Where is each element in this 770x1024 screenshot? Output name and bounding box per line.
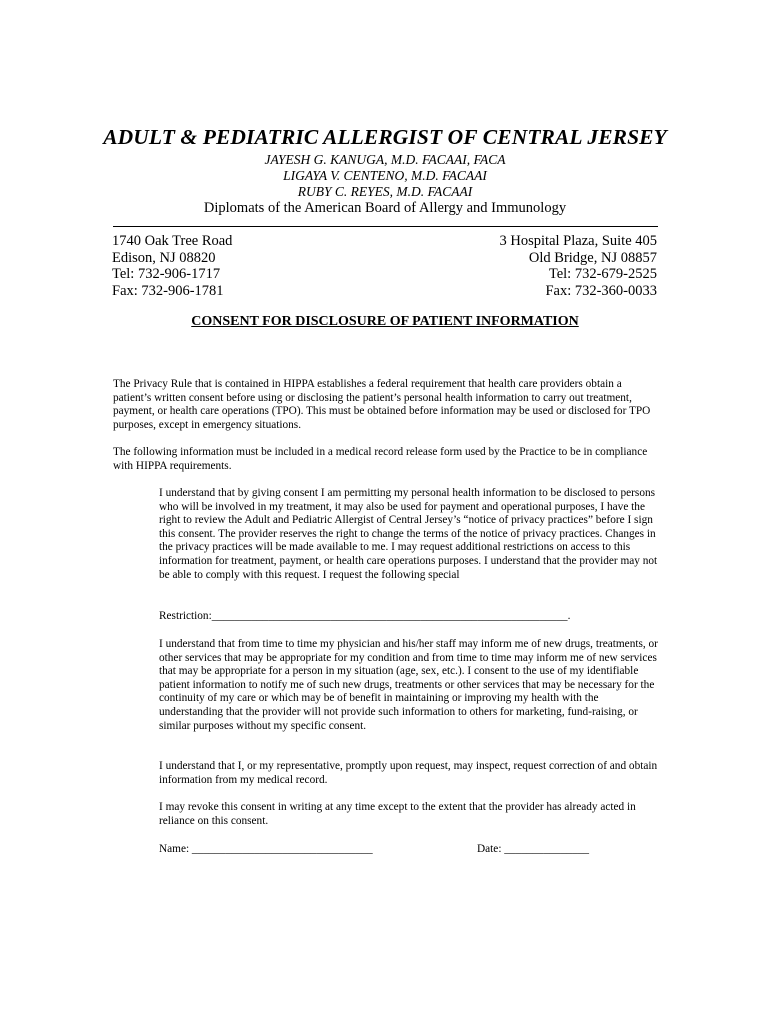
address-city: Edison, NJ 08820 — [112, 249, 216, 266]
address-street: 3 Hospital Plaza, Suite 405 — [499, 233, 657, 249]
consent-paragraph-inspection: I understand that I, or my representative, promptly upon request, may inspect, request correction of and obtain information from my medical record. — [159, 760, 658, 786]
requirement-paragraph: The following information must be included in a medical record release form used by the Practice to be in compliance with HIPPA requirements. — [113, 446, 648, 472]
doctor-name-1: JAYESH G. KANUGA, M.D. FACAAI, FACA — [264, 152, 506, 167]
consent-paragraph-notification: I understand that from time to time my physician and his/her staff may inform me of new drugs, treatments, or other services that may be appropriate for my condition and from time to time may inform me of new services that may be appropriate for a person in my situation (age, sex, etc.). I consent to the use of my identifiable patient information to notify me of such new drugs, treatments or other services that may be necessary for the continuity of my care or which may be of benefit in maintaining or improving my health with the understanding that the provider will not provide such information to others for marketing, fund-raising, or similar purposes without my specific consent. — [159, 638, 658, 732]
board-certification: Diplomats of the American Board of Allergy and Immunology — [203, 200, 567, 216]
address-street: 1740 Oak Tree Road — [112, 233, 233, 249]
address-tel: Tel: 732-906-1717 — [112, 266, 221, 282]
practice-name: ADULT & PEDIATRIC ALLERGIST OF CENTRAL JERSEY — [103, 125, 667, 149]
office-address-edison — [112, 233, 232, 299]
name-field[interactable]: Name: ________________________________ — [159, 843, 373, 855]
doctor-name-2: LIGAYA V. CENTENO, M.D. FACAAI — [283, 168, 487, 183]
consent-paragraph-revocation: I may revoke this consent in writing at any time except to the extent that the provider has already acted in reliance on this consent. — [159, 801, 636, 827]
address-fax: Fax: 732-360-0033 — [545, 282, 657, 299]
restriction-field[interactable]: Restriction:_______________________________________________________________. — [159, 610, 571, 622]
doctor-name-3: RUBY C. REYES, M.D. FACAAI — [297, 184, 473, 199]
form-title: CONSENT FOR DISCLOSURE OF PATIENT INFORMATION — [191, 314, 579, 329]
consent-paragraph-disclosure: I understand that by giving consent I am permitting my personal health information to be disclosed to persons who will be involved in my treatment, it may also be used for payment and operational purposes, I have the right to review the Adult and Pediatric Allergist of Central Jersey’s “notice of privacy practices” before I sign this consent. The provider reserves the right to change the terms of the notice of privacy practices. Changes in the privacy practices will be made available to me. I may request additional restrictions on access to this information for treatment, payment, or health care operations purposes. I understand that the provider may not be able to comply with this request. I request the following special — [159, 487, 658, 581]
date-field[interactable]: Date: _______________ — [477, 843, 590, 855]
intro-paragraph: The Privacy Rule that is contained in HIPPA establishes a federal requirement that health care providers obtain a patient’s written consent before using or disclosing the patient’s personal health information to carry out treatment, payment, or health care operations (TPO). This must be obtained before information may be used or disclosed for TPO purposes, except in emergency situations. — [113, 378, 651, 431]
header-divider — [113, 226, 658, 227]
office-address-old-bridge — [500, 233, 657, 299]
address-tel: Tel: 732-679-2525 — [548, 266, 657, 282]
address-fax: Fax: 732-906-1781 — [112, 282, 224, 299]
address-city: Old Bridge, NJ 08857 — [528, 249, 657, 266]
